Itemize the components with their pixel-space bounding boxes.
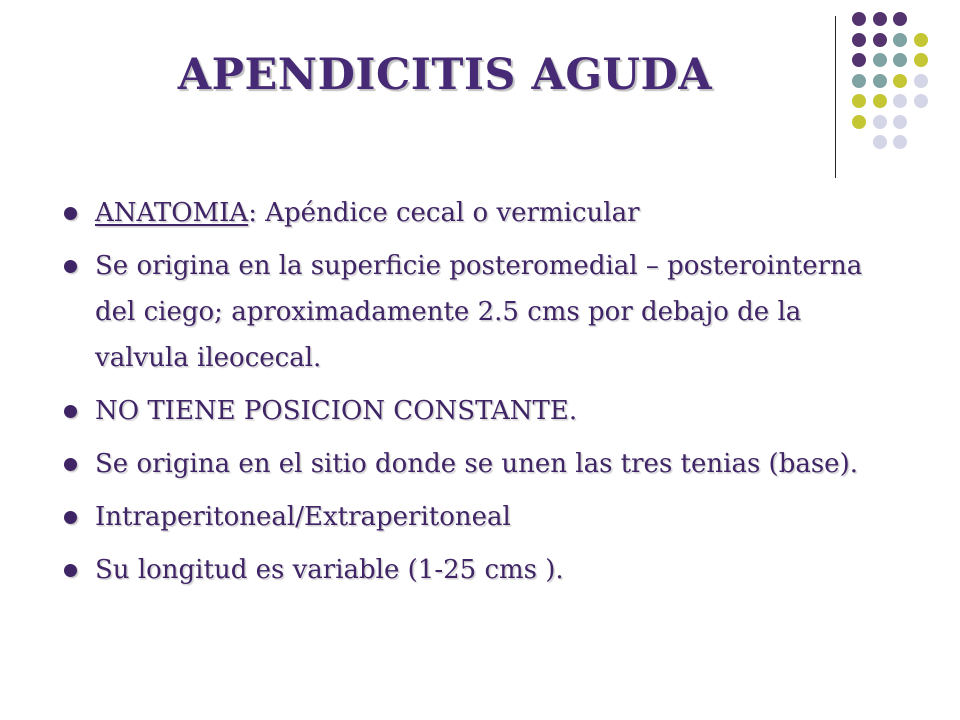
decorative-dot (893, 33, 907, 47)
decorative-dot (893, 74, 907, 88)
decorative-dot (873, 135, 887, 149)
bullet-anatomia-text: : Apéndice cecal o vermicular (248, 198, 640, 228)
decorative-dot (852, 74, 866, 88)
bullet-origen-text: Se origina en la superficie posteromedial – posterointerna del ciego; aproximadamente 2.5 cms por debajo de la valvula ileocecal. (95, 251, 863, 373)
decorative-dot (852, 33, 866, 47)
bullet-longitud (60, 547, 900, 593)
decorative-dot (893, 12, 907, 26)
title-divider-line (835, 16, 836, 178)
decorative-dot (873, 33, 887, 47)
bullet-anatomia-label: ANATOMIA (95, 198, 249, 228)
bullet-posicion (60, 388, 900, 434)
bullet-anatomia (60, 190, 900, 236)
slide-title: APENDICITIS AGUDA (177, 50, 713, 100)
decorative-dot (893, 53, 907, 67)
bullet-posicion-text: NO TIENE POSICION CONSTANTE. (95, 396, 578, 426)
decorative-dot (914, 94, 928, 108)
decorative-dot (914, 74, 928, 88)
decorative-dot (852, 12, 866, 26)
bullet-base-text: Se origina en el sitio donde se unen las tres tenias (base). (95, 449, 858, 479)
decorative-dot (914, 53, 928, 67)
decorative-dot (873, 74, 887, 88)
decorative-dot-grid (852, 12, 932, 162)
bullet-longitud-text: Su longitud es variable (1-25 cms ). (95, 555, 564, 585)
decorative-dot (873, 94, 887, 108)
decorative-dot (893, 115, 907, 129)
decorative-dot (852, 53, 866, 67)
decorative-dot (852, 94, 866, 108)
decorative-dot (873, 12, 887, 26)
bullet-base (60, 441, 900, 487)
bullet-list (60, 190, 900, 600)
decorative-dot (873, 115, 887, 129)
bullet-peritoneal-text: Intraperitoneal/Extraperitoneal (95, 502, 511, 532)
decorative-dot (852, 115, 866, 129)
decorative-dot (893, 135, 907, 149)
decorative-dot (914, 33, 928, 47)
bullet-peritoneal (60, 494, 900, 540)
bullet-origen (60, 243, 900, 381)
decorative-dot (873, 53, 887, 67)
decorative-dot (893, 94, 907, 108)
